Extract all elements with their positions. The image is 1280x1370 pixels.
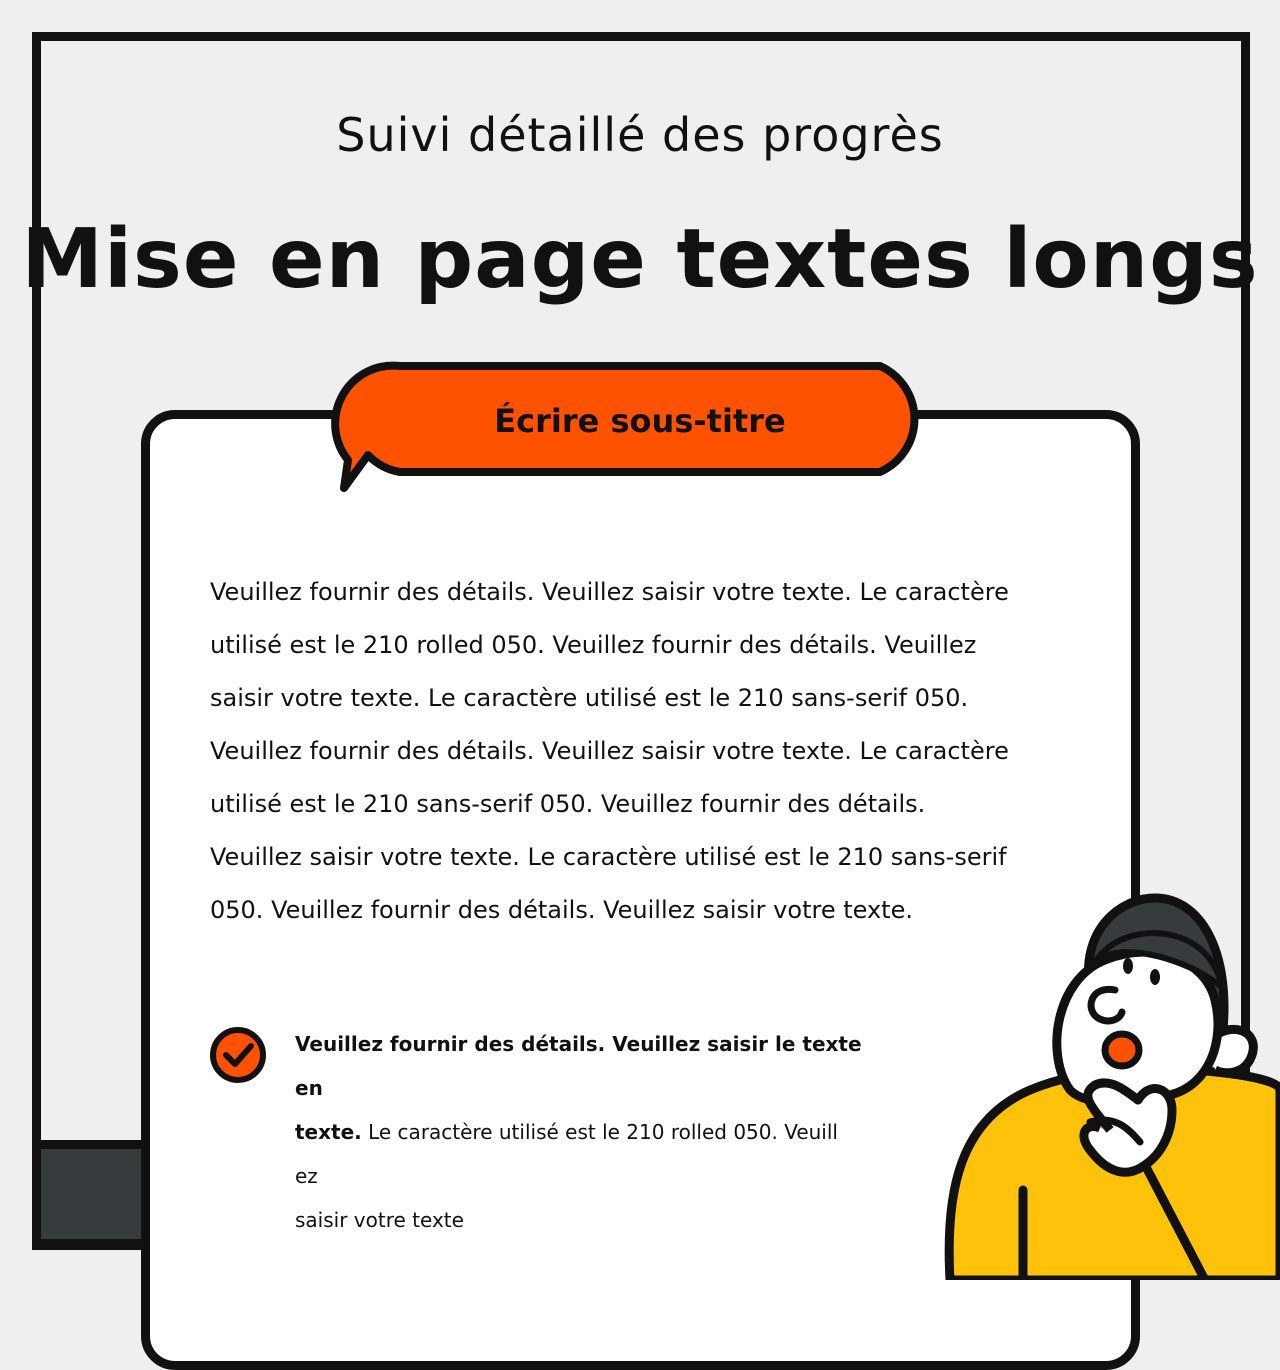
note-bold-start: texte.	[295, 1120, 362, 1144]
paragraph-line: Veuillez fournir des détails. Veuillez saisir votre texte. Le caractère	[210, 737, 1009, 765]
paragraph-line: saisir votre texte. Le caractère utilisé est le 210 sans-serif 050.	[210, 684, 969, 712]
checklist-note	[295, 1022, 865, 1242]
note-line: ez	[295, 1164, 318, 1188]
body-paragraph	[210, 566, 1080, 937]
paragraph-line: Veuillez saisir votre texte. Le caractère utilisé est le 210 sans-serif	[210, 843, 1007, 871]
paragraph-line: Veuillez fournir des détails. Veuillez saisir votre texte. Le caractère	[210, 578, 1009, 606]
subtitle-label: Écrire sous-titre	[494, 402, 786, 440]
paragraph-line: 050. Veuillez fournir des détails. Veuillez saisir votre texte.	[210, 896, 913, 924]
note-bold-line: Veuillez fournir des détails. Veuillez saisir le texte en	[295, 1032, 862, 1100]
paragraph-line: utilisé est le 210 sans-serif 050. Veuillez fournir des détails.	[210, 790, 926, 818]
page-title: Mise en page textes longs	[21, 212, 1259, 307]
dark-block-decoration	[32, 1140, 152, 1248]
paragraph-line: utilisé est le 210 rolled 050. Veuillez fournir des détails. Veuillez	[210, 631, 977, 659]
check-circle-icon	[209, 1026, 267, 1084]
note-line: saisir votre texte	[295, 1208, 464, 1232]
thinking-person-illustration	[940, 890, 1280, 1280]
note-regular-text: Le caractère utilisé est le 210 rolled 050. Veuill	[361, 1120, 838, 1144]
kicker-text: Suivi détaillé des progrès	[336, 108, 944, 162]
